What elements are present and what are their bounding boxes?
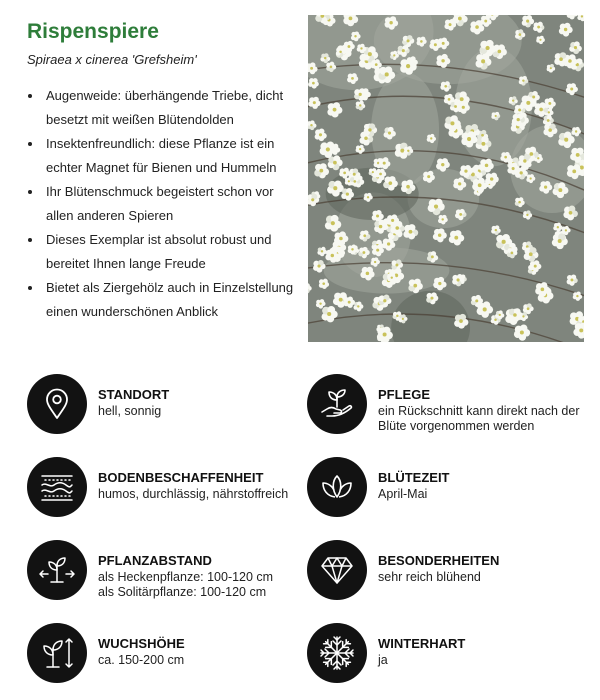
bullet-icon xyxy=(28,238,32,242)
botanical-name: Spiraea x cinerea 'Grefsheim' xyxy=(27,52,197,67)
feature-text: Ihr Blütenschmuck begeistert schon vor allen anderen Spieren xyxy=(46,184,274,223)
property-wuchshoehe xyxy=(27,623,307,687)
hand-seedling-icon xyxy=(307,374,367,434)
feature-item xyxy=(27,276,297,324)
lotus-flower-icon xyxy=(307,457,367,517)
bullet-icon xyxy=(28,94,32,98)
property-standort xyxy=(27,374,307,438)
property-value: April-Mai xyxy=(378,487,428,501)
property-value: ca. 150-200 cm xyxy=(98,653,185,667)
feature-item xyxy=(27,228,297,276)
property-bluetezeit xyxy=(307,457,587,521)
plant-height-icon xyxy=(27,623,87,683)
page-title: Rispenspiere xyxy=(27,20,159,43)
feature-item xyxy=(27,132,297,180)
location-pin-icon xyxy=(27,374,87,434)
property-label: WINTERHART xyxy=(378,636,466,651)
bullet-icon xyxy=(28,190,32,194)
property-label: PFLANZABSTAND xyxy=(98,553,212,568)
property-value: ein Rückschnitt kann direkt nach der Blüte vorgenommen werden xyxy=(378,404,580,433)
feature-list xyxy=(27,84,297,324)
feature-text: Augenweide: überhängende Triebe, dicht besetzt mit weißen Blütendolden xyxy=(46,88,284,127)
property-label: BLÜTEZEIT xyxy=(378,470,450,485)
feature-item xyxy=(27,180,297,228)
feature-text: Dieses Exemplar ist absolut robust und bereitet Ihnen lange Freude xyxy=(46,232,272,271)
property-winterhart xyxy=(307,623,587,687)
property-label: BODENBESCHAFFENHEIT xyxy=(98,470,264,485)
feature-text: Bietet als Ziergehölz auch in Einzelstellung einen wunderschönen Anblick xyxy=(46,280,294,319)
property-value xyxy=(98,570,313,600)
property-label: BESONDERHEITEN xyxy=(378,553,500,568)
property-pflanzabstand xyxy=(27,540,307,604)
bullet-icon xyxy=(28,142,32,146)
diamond-icon xyxy=(307,540,367,600)
feature-item xyxy=(27,84,297,132)
property-value-line: als Heckenpflanze: 100-120 cm xyxy=(98,570,274,584)
property-label: STANDORT xyxy=(98,387,170,402)
property-value: ja xyxy=(378,653,388,667)
property-label: PFLEGE xyxy=(378,387,431,402)
property-label: WUCHSHÖHE xyxy=(98,636,185,651)
property-pflege xyxy=(307,374,587,438)
property-value: hell, sonnig xyxy=(98,404,162,418)
property-value: sehr reich blühend xyxy=(378,570,481,584)
property-besonderheiten xyxy=(307,540,587,604)
property-bodenbeschaffenheit xyxy=(27,457,307,521)
plant-spacing-icon xyxy=(27,540,87,600)
blossom-image xyxy=(308,15,584,342)
property-value: humos, durchlässig, nährstoffreich xyxy=(98,487,289,501)
soil-layers-icon xyxy=(27,457,87,517)
snowflake-icon xyxy=(307,623,367,683)
product-photo xyxy=(308,15,584,342)
feature-text: Insektenfreundlich: diese Pflanze ist ein echter Magnet für Bienen und Hummeln xyxy=(46,136,277,175)
bullet-icon xyxy=(28,286,32,290)
property-value-line: als Solitärpflanze: 100-120 cm xyxy=(98,585,267,599)
